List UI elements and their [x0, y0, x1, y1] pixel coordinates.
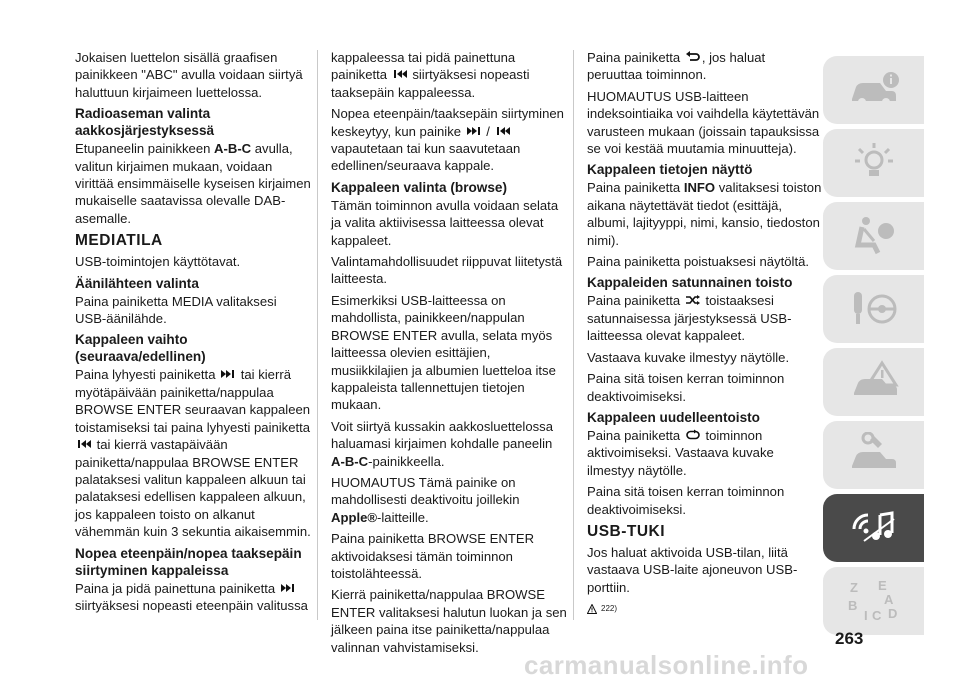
- next-track-icon: [220, 368, 236, 380]
- paragraph-rewind: kappaleessa tai pidä painettuna painiketta siirtyäksesi nopeasti taaksepäin kappaleessa.: [331, 50, 530, 100]
- tab-emergency[interactable]: [823, 348, 924, 416]
- note-reference: 222): [587, 600, 823, 617]
- heading-track-change: Kappaleen vaihto (seuraava/edellinen): [75, 332, 206, 365]
- svg-text:A: A: [883, 592, 893, 607]
- heading-radio-selection: Radioaseman valinta aakkosjärjestyksessä: [75, 106, 215, 139]
- paragraph-info: Paina painiketta INFO valitaksesi toiston aikana näytettävät tiedot (esittäjä, albumi, lajityyppi, nimi, kansio, tiedoston nimi).: [587, 180, 822, 248]
- paragraph-intro: Jokaisen luettelon sisällä graafisen painikkeen "ABC" avulla voidaan siirtyä haluttuun kirjaimeen luettelossa.: [75, 50, 303, 100]
- paragraph-browse-enter: Paina painiketta BROWSE ENTER aktivoidaksesi tämän toiminnon toistolähteessä.: [331, 531, 535, 581]
- heading-browse: Kappaleen valinta (browse): [331, 179, 508, 195]
- heading-repeat: Kappaleen uudelleentoisto: [587, 409, 760, 425]
- svg-text:D: D: [887, 606, 897, 621]
- next-track-icon: [280, 582, 296, 594]
- svg-text:E: E: [877, 578, 887, 593]
- paragraph-usb-example: Esimerkiksi USB-laitteessa on mahdollista, painikkeen/nappulan BROWSE ENTER avulla, selata myös laitteessa olevien esittäjien, musiikkilajien ja albumien luetteloa itse kappaleista tallennettujen tietojen mukaan.: [331, 292, 556, 413]
- svg-text:I: I: [863, 608, 868, 623]
- paragraph-shuffle: Paina painiketta toistaaksesi satunnaisessa järjestyksessä USB-laitteessa olevat kappaleet.: [587, 293, 792, 344]
- seat-airbag-icon: [844, 213, 904, 259]
- multimedia-radio-icon: [844, 505, 904, 551]
- paragraph-usb-index-note: HUOMAUTUS USB-laitteen indeksointiaika voi vaihdella käytettävän varusteen mukaan (joissain tapauksissa se voi kestää muutamia minuutteja).: [587, 88, 820, 157]
- paragraph-track-change: Paina lyhyesti painiketta tai kierrä myötäpäivään painiketta/nappulaa BROWSE ENTER seuraavan kappaleen toistamiseksi tai paina lyhyesti painiketta tai kierrä vastapäivään painiketta/nappulaa BROWSE ENTER palataksesi valitun kappaleen alkuun tai palataksesi edellisen kappaleen alkuun, jos kappaleen toisto on alkanut vähemmän kuin 3 sekuntia aikaisemmin.: [75, 367, 311, 540]
- svg-text:Z: Z: [849, 580, 858, 595]
- paragraph-info-exit: Paina painiketta poistuaksesi näytöltä.: [587, 254, 810, 270]
- warning-note-icon: [587, 604, 597, 614]
- tab-key-steering[interactable]: [823, 275, 924, 343]
- chapter-tabs: [823, 56, 924, 640]
- paragraph-browse: Tämän toiminnon avulla voidaan selata ja valita aktiivisessa laitteessa olevat kappaleet.: [331, 197, 559, 248]
- svg-text:B: B: [847, 598, 857, 613]
- next-track-icon: [466, 125, 482, 137]
- column-divider: [573, 50, 574, 620]
- paragraph-fast-forward: Paina ja pidä painettuna painiketta siirtyäksesi nopeasti eteenpäin valitussa: [75, 580, 308, 613]
- text-column-1: [75, 49, 311, 618]
- previous-track-icon: [76, 438, 92, 450]
- alphabet-index-icon: [844, 578, 904, 624]
- tab-maintenance[interactable]: [823, 421, 924, 489]
- tab-dashboard-lights[interactable]: [823, 129, 924, 197]
- paragraph-shuffle-off: Paina sitä toisen kerran toiminnon deaktivoimiseksi.: [587, 371, 785, 404]
- heading-track-info: Kappaleen tietojen näyttö: [587, 162, 753, 178]
- dashboard-lights-icon: [844, 140, 904, 186]
- tab-index[interactable]: [823, 567, 924, 635]
- warning-triangle-car-icon: [844, 359, 904, 405]
- wrench-car-icon: [844, 432, 904, 478]
- key-steering-wheel-icon: [844, 286, 904, 332]
- page-number: 263: [835, 629, 864, 648]
- repeat-icon: [685, 429, 701, 441]
- tab-car-info[interactable]: [823, 56, 924, 124]
- paragraph-usb-support: Jos haluat aktivoida USB-tilan, liitä vastaava USB-laite ajoneuvon USB-porttiin.: [587, 544, 798, 595]
- svg-text:C: C: [871, 608, 881, 623]
- paragraph-repeat: Paina painiketta toiminnon aktivoimiseksi. Vastaava kuvake ilmestyy näytölle.: [587, 427, 774, 478]
- paragraph-repeat-off: Paina sitä toisen kerran toiminnon deaktivoimiseksi.: [587, 484, 785, 517]
- paragraph-ff-stop: Nopea eteenpäin/taaksepäin siirtyminen keskeytyy, kun painike / vapautetaan tai kun saavutetaan edellinen/seuraava kappale.: [331, 106, 564, 174]
- heading-usb-support: USB-TUKI: [587, 522, 666, 540]
- heading-shuffle: Kappaleiden satunnainen toisto: [587, 275, 793, 291]
- tab-multimedia[interactable]: [823, 494, 924, 562]
- paragraph-mediatila: USB-toimintojen käyttötavat.: [75, 254, 241, 270]
- previous-track-icon: [495, 125, 511, 137]
- paragraph-source: Paina painiketta MEDIA valitaksesi USB-äänilähde.: [75, 293, 277, 327]
- paragraph-abc: Voit siirtyä kussakin aakkosluettelossa haluamasi kirjaimen kohdalle paneelin A-B-C-painikkeella.: [331, 418, 553, 469]
- text-column-3: [587, 49, 823, 618]
- previous-track-icon: [392, 68, 408, 80]
- paragraph-browse-enter-2: Kierrä painiketta/nappulaa BROWSE ENTER valitaksesi halutun luokan ja sen jälkeen paina itse painiketta/nappulaa valinnan vahvistamiseksi.: [331, 587, 567, 655]
- heading-source: Äänilähteen valinta: [75, 275, 199, 291]
- heading-mediatila: MEDIATILA: [75, 232, 163, 250]
- paragraph-shuffle-icon-shown: Vastaava kuvake ilmestyy näytölle.: [587, 349, 790, 365]
- paragraph-options: Valintamahdollisuudet riippuvat liitetystä laitteesta.: [331, 254, 563, 287]
- shuffle-icon: [685, 294, 701, 306]
- back-arrow-icon: [685, 51, 701, 63]
- footer-watermark: carmanualsonline.info: [524, 650, 809, 680]
- tab-seat-airbag[interactable]: [823, 202, 924, 270]
- heading-fast-forward: Nopea eteenpäin/nopea taaksepäin siirtyminen kappaleissa: [75, 545, 302, 578]
- paragraph-radio: Etupaneelin painikkeen A-B-C avulla, valitun kirjaimen mukaan, voidaan virittää ensimmäiselle kyseisen kirjaimen mukaiselle saatavissa olevalle DAB-asemalle.: [75, 141, 311, 226]
- paragraph-apple-note: HUOMAUTUS Tämä painike on mahdollisesti deaktivoitu joillekin Apple®-laitteille.: [331, 474, 520, 525]
- column-divider: [317, 50, 318, 620]
- paragraph-cancel: Paina painiketta , jos haluat peruuttaa toiminnon.: [587, 50, 766, 83]
- car-info-icon: [844, 67, 904, 113]
- text-column-2: [331, 49, 567, 660]
